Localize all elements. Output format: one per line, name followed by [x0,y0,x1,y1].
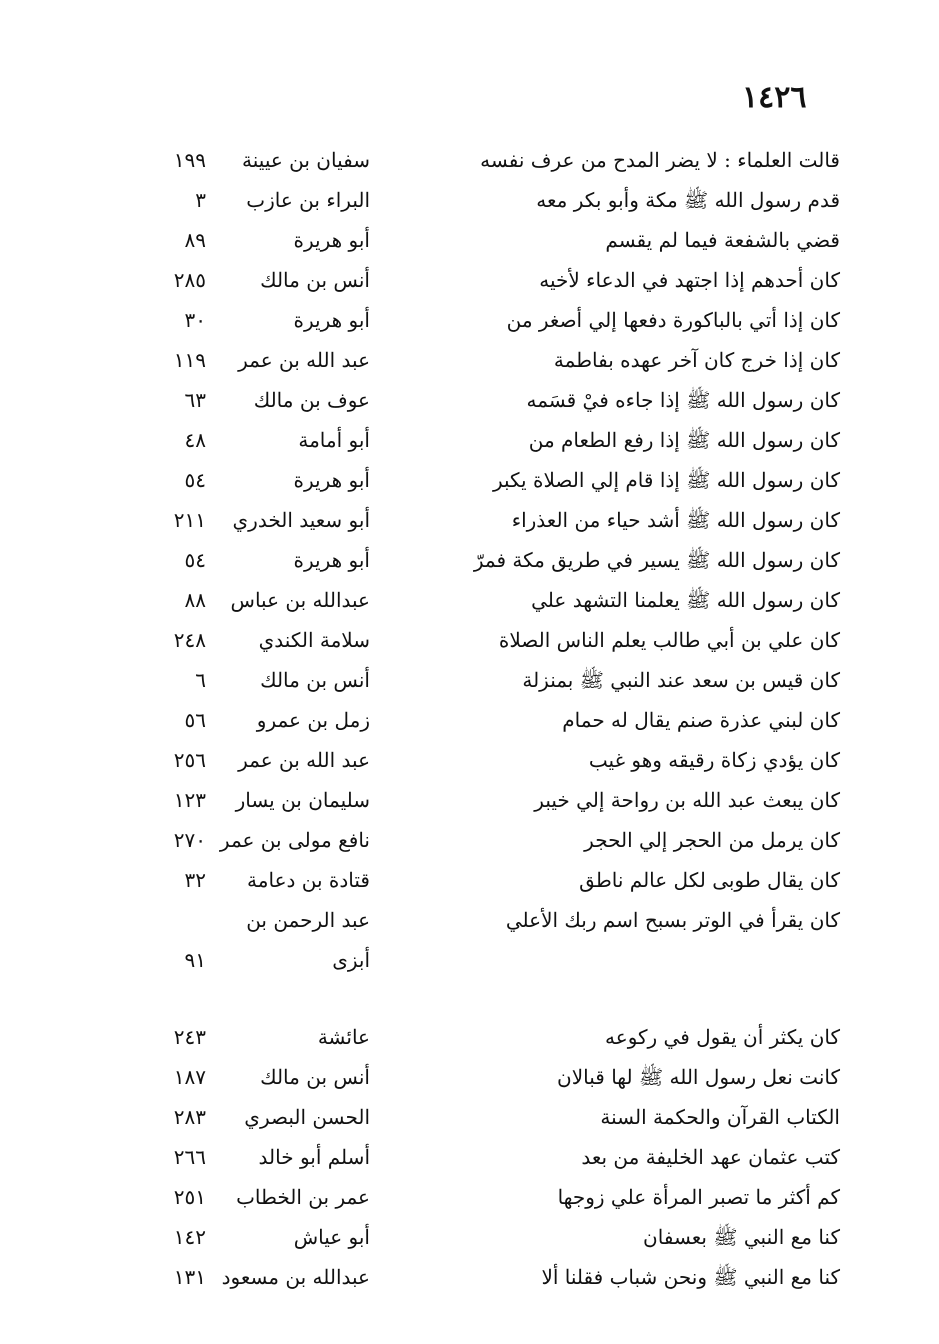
hadith-text: كان علي بن أبي طالب يعلم الناس الصلاة [498,628,840,652]
index-row [140,180,840,220]
hadith-text: قضي بالشفعة فيما لم يقسم [605,228,840,252]
narrator-name: عبدالله بن مسعود [221,1265,370,1289]
hadith-text: قالت العلماء : لا يضر المدح من عرف نفسه [480,148,840,172]
narrator-name: أنس بن مالك [260,268,370,292]
narrator-name: أبو هريرة [293,468,370,492]
hadith-text: كان يكثر أن يقول في ركوعه [605,1025,840,1049]
hadith-text: كان قيس بن سعد عند النبي ﷺ بمنزلة [522,668,840,692]
hadith-text: كان أحدهم إذا اجتهد في الدعاء لأخيه [539,268,840,292]
index-row [140,220,840,260]
page-reference: ٩١ [184,948,206,972]
page-reference: ١٨٧ [173,1065,206,1089]
page-reference: ١١٩ [173,348,206,372]
page-reference: ٢٥١ [173,1185,206,1209]
hadith-text: كان رسول الله ﷺ إذا قام إلي الصلاة يكبر [492,468,840,492]
page-reference: ٢٨٥ [173,268,206,292]
index-row [140,1257,840,1297]
narrator-name: عائشة [317,1025,370,1049]
index-row [140,700,840,740]
index-row [140,260,840,300]
hadith-text: كم أكثر ما تصبر المرأة علي زوجها [557,1185,840,1209]
index-row [140,740,840,780]
page-reference: ٣٢ [184,868,206,892]
hadith-text: كان لبني عذرة صنم يقال له حمام [562,708,840,732]
hadith-text: قدم رسول الله ﷺ مكة وأبو بكر معه [536,188,840,212]
page-reference: ٥٦ [184,708,206,732]
page-reference: ١٣١ [173,1265,206,1289]
index-row [140,1097,840,1137]
narrator-name: نافع مولى بن عمر [219,828,370,852]
page-reference: ٢٤٨ [173,628,206,652]
page-reference: ٦٣ [184,388,206,412]
narrator-name: الحسن البصري [244,1105,370,1129]
narrator-name: أبو هريرة [293,228,370,252]
hadith-index-table [140,140,840,1297]
narrator-name: البراء بن عازب [246,188,370,212]
index-row [140,300,840,340]
hadith-text: كان رسول الله ﷺ إذا جاءه فيْ قسَمه [526,388,840,412]
narrator-name: أنس بن مالك [260,668,370,692]
narrator-name: زمل بن عمرو [256,708,370,732]
hadith-text: كان يبعث عبد الله بن رواحة إلي خيبر [534,788,840,812]
hadith-text: كان رسول الله ﷺ يسير في طريق مكة فمرّ [473,548,840,572]
narrator-name: أبزى [332,948,370,972]
hadith-text: كان رسول الله ﷺ أشد حياء من العذراء [511,508,840,532]
hadith-text: الكتاب القرآن والحكمة السنة [600,1105,840,1129]
index-row [140,140,840,180]
narrator-name: أبو هريرة [293,308,370,332]
narrator-name: أبو أمامة [298,428,370,452]
page-reference: ٤٨ [184,428,206,452]
index-row [140,1217,840,1257]
page-reference: ٢٧٠ [173,828,206,852]
narrator-name: عبدالله بن عباس [230,588,370,612]
index-row [140,1137,840,1177]
narrator-name: عبد الله بن عمر [238,348,370,372]
index-row [140,780,840,820]
index-row [140,1177,840,1217]
narrator-name: أبو سعيد الخدري [232,508,370,532]
hadith-text: كانت نعل رسول الله ﷺ لها قبالان [557,1065,840,1089]
page-reference: ٥٤ [184,548,206,572]
narrator-name: عبد الله بن عمر [238,748,370,772]
narrator-name: قتادة بن دعامة [247,868,370,892]
page-reference: ٢٥٦ [173,748,206,772]
page-reference: ٢٦٦ [173,1145,206,1169]
hadith-text: كتب عثمان عهد الخليفة من بعد [581,1145,840,1169]
hadith-text: كان يقال طوبى لكل عالم ناطق [579,868,840,892]
index-row [140,460,840,500]
page-reference: ٣٠ [184,308,206,332]
narrator-name: عوف بن مالك [253,388,370,412]
row-spacer [140,980,840,1017]
page-reference: ٢٨٣ [173,1105,206,1129]
index-row [140,860,840,900]
page-reference: ٦ [195,668,206,692]
index-row [140,420,840,460]
index-row [140,940,840,980]
page-reference: ٨٨ [184,588,206,612]
hadith-text: كان يرمل من الحجر إلي الحجر [584,828,840,852]
page-reference: ١٤٢ [173,1225,206,1249]
hadith-text: كان إذا خرج كان آخر عهده بفاطمة [553,348,840,372]
page-reference: ٢١١ [173,508,206,532]
hadith-text: كنا مع النبي ﷺ ونحن شباب فقلنا ألا [541,1265,840,1289]
index-row [140,1057,840,1097]
narrator-name: أسلم أبو خالد [258,1145,370,1169]
index-row [140,580,840,620]
index-row [140,660,840,700]
index-row [140,820,840,860]
hadith-text: كان رسول الله ﷺ إذا رفع الطعام من [528,428,840,452]
narrator-name: عبد الرحمن بن [246,908,370,932]
index-row [140,500,840,540]
page-reference: ٥٤ [184,468,206,492]
index-row [140,540,840,580]
narrator-name: سلامة الكندي [258,628,370,652]
page-reference: ٢٤٣ [173,1025,206,1049]
narrator-name: أبو عياش [293,1225,370,1249]
index-row [140,620,840,660]
page-reference: ٣ [195,188,206,212]
narrator-name: عمر بن الخطاب [236,1185,370,1209]
hadith-text: كنا مع النبي ﷺ بعسفان [643,1225,840,1249]
index-row [140,900,840,940]
hadith-text: كان يقرأ في الوتر بسبح اسم ربك الأعلي [505,908,840,932]
page-reference: ١٩٩ [173,148,206,172]
page-reference: ١٢٣ [173,788,206,812]
hadith-text: كان إذا أتي بالباكورة دفعها إلي أصغر من [506,308,840,332]
hadith-text: كان يؤدي زكاة رقيقه وهو غيب [588,748,840,772]
hadith-text: كان رسول الله ﷺ يعلمنا التشهد علي [531,588,840,612]
index-row [140,380,840,420]
narrator-name: أبو هريرة [293,548,370,572]
narrator-name: سليمان بن يسار [235,788,370,812]
narrator-name: سفيان بن عيينة [242,148,370,172]
page-number: ١٤٢٦ [742,80,807,115]
index-row [140,340,840,380]
index-row [140,1017,840,1057]
page-reference: ٨٩ [184,228,206,252]
narrator-name: أنس بن مالك [260,1065,370,1089]
